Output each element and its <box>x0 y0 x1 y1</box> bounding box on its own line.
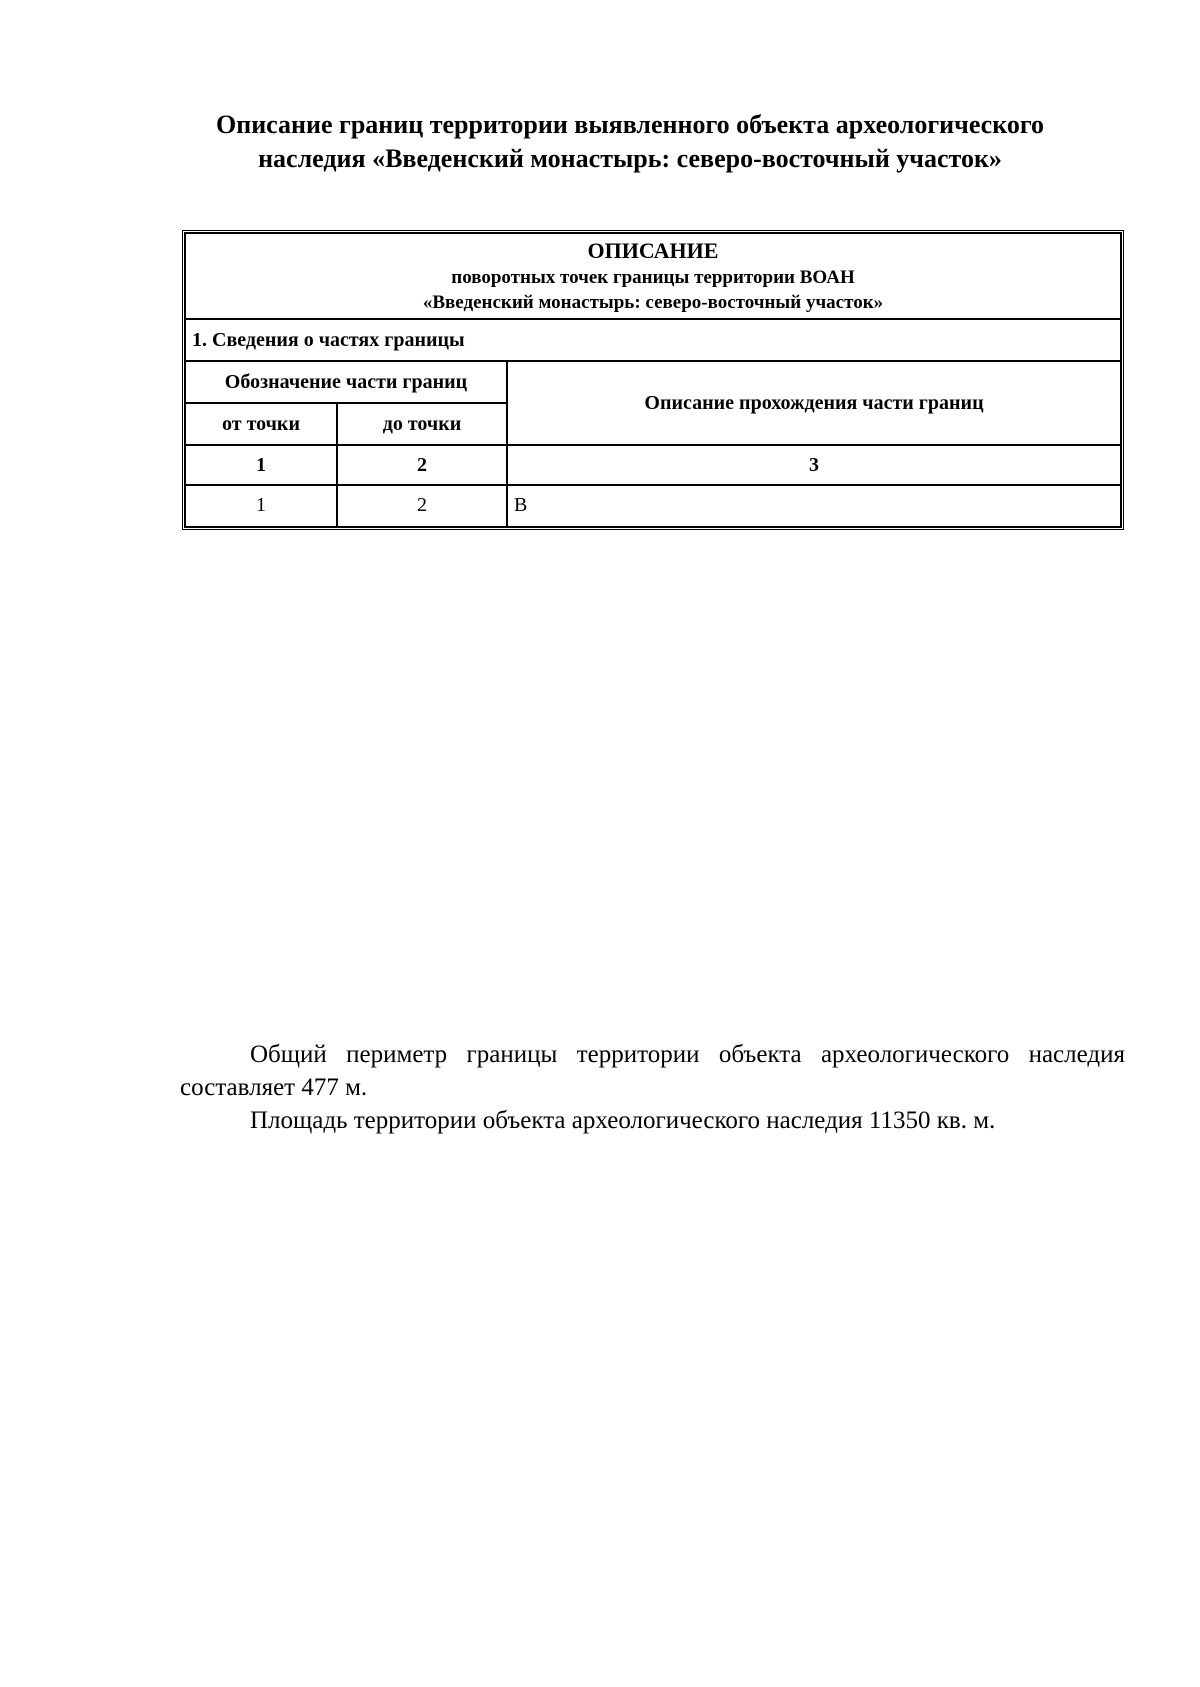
section-row <box>185 319 1121 361</box>
column-number-1: 1 <box>185 445 337 485</box>
document-title <box>150 108 1110 176</box>
header-designation: Обозначение части границ <box>185 361 507 403</box>
column-number-3: 3 <box>507 445 1121 485</box>
header-to: до точки <box>337 403 507 445</box>
document-title-line2: наследия «Введенский монастырь: северо-восточный участок» <box>258 144 1002 173</box>
row-to: 2 <box>417 494 427 516</box>
row-description: В <box>514 494 528 516</box>
header-row-1 <box>185 361 1121 403</box>
row-description-cell <box>507 485 1121 527</box>
document-title-line1: Описание границ территории выявленного объекта археологического <box>215 110 1045 139</box>
area-text: Площадь территории объекта археологического наследия 11350 кв. м. <box>250 1107 996 1134</box>
section-title: 1. Сведения о частях границы <box>185 319 1121 361</box>
table-row <box>185 485 1121 527</box>
row-to-cell <box>337 485 507 527</box>
caption-line2: поворотных точек границы территории ВОАН <box>451 266 855 288</box>
header-from: от точки <box>185 403 337 445</box>
row-from: 1 <box>256 494 266 516</box>
caption-line3: «Введенский монастырь: северо-восточный участок» <box>422 291 884 313</box>
column-number-2: 2 <box>337 445 507 485</box>
table-caption <box>185 233 1121 319</box>
row-from-cell <box>185 485 337 527</box>
boundary-table <box>182 230 1124 530</box>
table-caption-row <box>185 233 1121 319</box>
caption-main: ОПИСАНИЕ <box>587 237 719 263</box>
summary-block <box>180 1038 1125 1137</box>
boundary-table-container <box>182 230 1124 516</box>
column-number-row <box>185 445 1121 485</box>
perimeter-text: Общий периметр границы территории объекта археологического наследия составляет 477 м. <box>180 1041 1125 1101</box>
header-description: Описание прохождения части границ <box>507 361 1121 445</box>
